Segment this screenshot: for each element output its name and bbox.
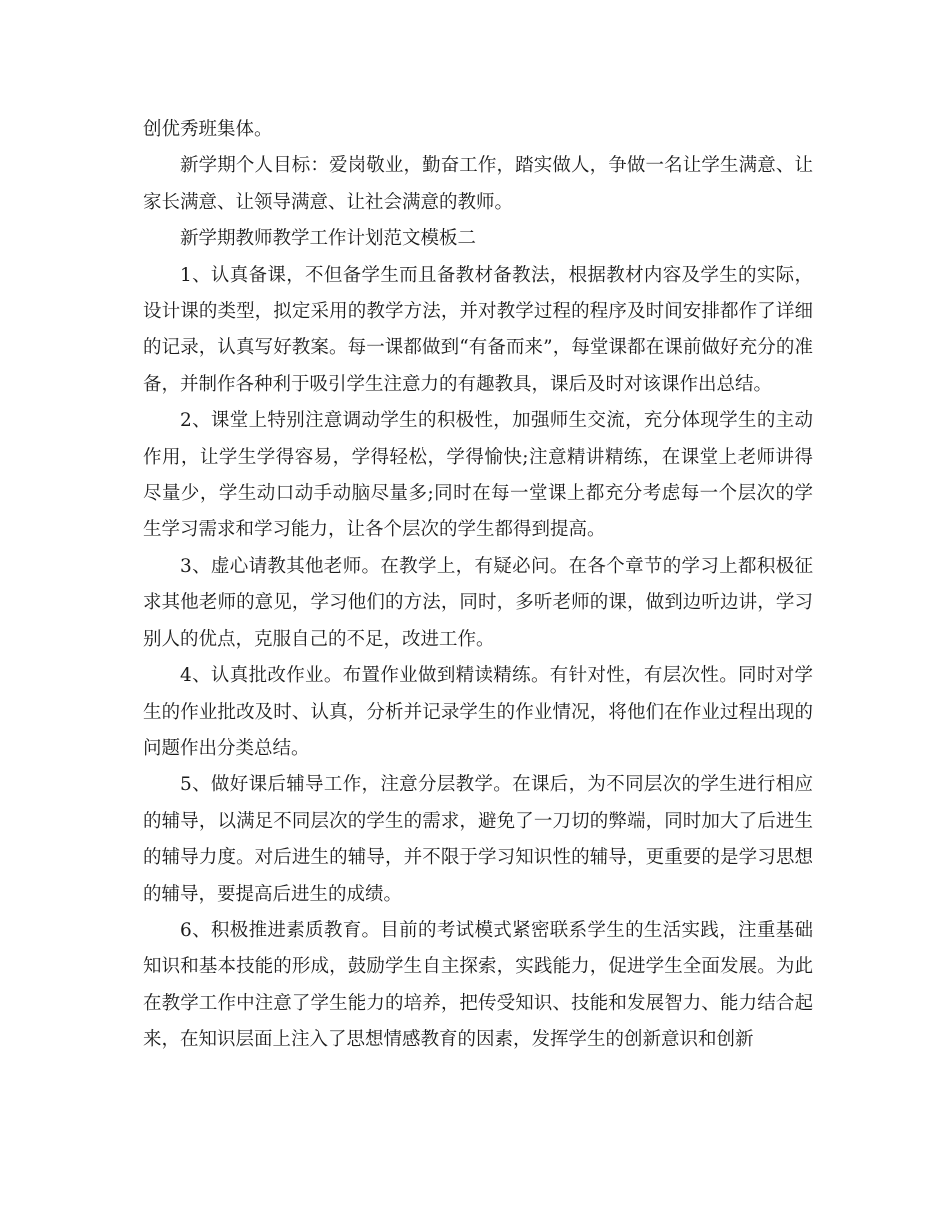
paragraph-personal-goal: 新学期个人目标：爱岗敬业，勤奋工作，踏实做人，争做一名让学生满意、让家长满意、让领导满意、让社会满意的教师。	[143, 155, 813, 213]
paragraph-item-3: 3、虚心请教其他老师。在教学上，有疑必问。在各个章节的学习上都积极征求其他老师的意见，学习他们的方法，同时，多听老师的课，做到边听边讲，学习别人的优点，克服自己的不足，改进工作。	[143, 555, 813, 650]
document-body	[143, 112, 813, 1059]
section-heading: 新学期教师教学工作计划范文模板二	[180, 228, 477, 250]
paragraph-item-6: 6、积极推进素质教育。目前的考试模式紧密联系学生的生活实践，注重基础知识和基本技能的形成，鼓励学生自主探索，实践能力，促进学生全面发展。为此在教学工作中注意了学生能力的培养，把传受知识、技能和发展智力、能力结合起来，在知识层面上注入了思想情感教育的因素，发挥学生的创新意识和创新	[143, 919, 813, 1051]
paragraph-item-2: 2、课堂上特别注意调动学生的积极性，加强师生交流，充分体现学生的主动作用，让学生学得容易，学得轻松，学得愉快;注意精讲精练，在课堂上老师讲得尽量少，学生动口动手动脑尽量多;同时在每一堂课上都充分考虑每一个层次的学生学习需求和学习能力，让各个层次的学生都得到提高。	[143, 410, 813, 541]
paragraph-continuation: 创优秀班集体。	[143, 119, 273, 140]
paragraph-item-5: 5、做好课后辅导工作，注意分层教学。在课后，为不同层次的学生进行相应的辅导，以满足不同层次的学生的需求，避免了一刀切的弊端，同时加大了后进生的辅导力度。对后进生的辅导，并不限于学习知识性的辅导，更重要的是学习思想的辅导，要提高后进生的成绩。	[143, 774, 813, 905]
paragraph-item-1: 1、认真备课，不但备学生而且备教材备教法，根据教材内容及学生的实际，设计课的类型，拟定采用的教学方法，并对教学过程的程序及时间安排都作了详细的记录，认真写好教案。每一课都做到“有备而来”，每堂课都在课前做好充分的准备，并制作各种利于吸引学生注意力的有趣教具，课后及时对该课作出总结。	[143, 264, 813, 395]
paragraph-item-4: 4、认真批改作业。布置作业做到精读精练。有针对性，有层次性。同时对学生的作业批改及时、认真，分析并记录学生的作业情况，将他们在作业过程出现的问题作出分类总结。	[143, 665, 813, 759]
